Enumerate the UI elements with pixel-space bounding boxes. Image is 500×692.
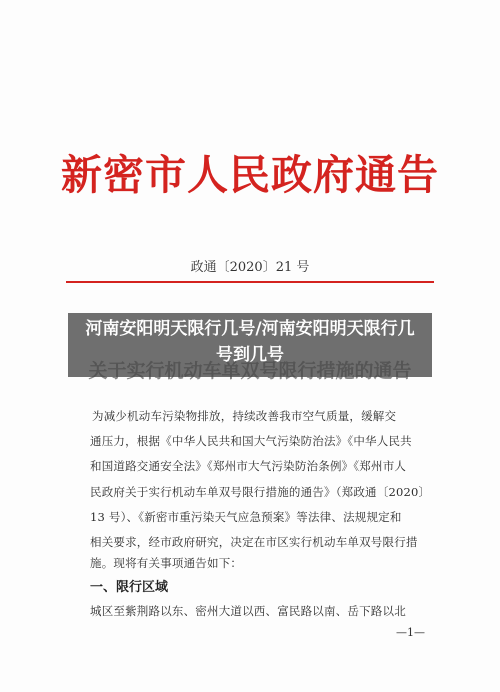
document-number: 政通〔2020〕21 号 <box>190 260 310 275</box>
page-number: —1— <box>396 626 425 639</box>
section-heading: 一、限行区域 <box>90 580 169 595</box>
body-line: 为减少机动车污染物排放，持续改善我市空气质量，缓解交 <box>92 409 397 423</box>
body-line: 13 号）、《新密市重污染天气应急预案》等法律、法规规定和 <box>90 510 402 524</box>
document-title: 新密市人民政府通告 <box>61 151 439 199</box>
section-body-line: 城区至紫荆路以东、密州大道以西、富民路以南、岳下路以北 <box>90 604 406 618</box>
body-line: 民政府关于实行机动车单双号限行措施的通告》（郑政通〔2020〕 <box>90 485 431 499</box>
body-line: 施。现将有关事项通告如下： <box>90 556 243 570</box>
body-line: 和国道路交通安全法》《郑州市大气污染防治条例》《郑州市人 <box>90 459 407 473</box>
body-line: 相关要求，经市政府研究，决定在市区实行机动车单双号限行措 <box>90 535 418 549</box>
red-divider-line <box>66 281 434 283</box>
caption-overlay-text: 河南安阳明天限行几号/河南安阳明天限行几号到几号 <box>85 319 415 365</box>
body-line: 通压力，根据《中华人民共和国大气污染防治法》《中华人民共 <box>90 434 412 448</box>
